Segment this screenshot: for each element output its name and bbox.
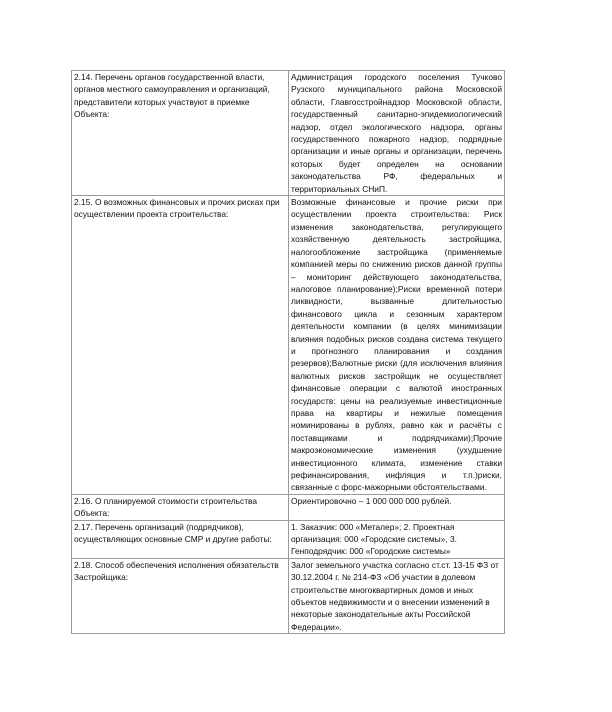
row-label: 2.18. Способ обеспечения исполнения обязательств Застройщика:: [72, 558, 289, 633]
row-label: 2.15. О возможных финансовых и прочих рисках при осуществлении проекта строительства:: [72, 196, 289, 495]
table-row: [72, 494, 505, 520]
row-value: 1. Заказчик: 000 «Металер»; 2. Проектная организация: 000 «Городские системы», 3. Генподрядчик: 000 «Городские системы»: [289, 520, 505, 558]
row-value: Администрация городского поселения Тучково Рузского муниципального района Московской области, Главгосстройнадзор Московской области, государственный санитарно-эпидемиологический надзор, отдел экологического надзора, органы государственного пожарного надзор, подрядные организации и иные органы и организации, перечень которых будет определен на основании законодательства РФ, федеральных и территориальных СНиП.: [289, 71, 505, 196]
row-value: Залог земельного участка согласно ст.ст. 13-15 ФЗ от 30.12.2004 г. № 214-ФЗ «Об участии в долевом строительстве многоквартирных домов и иных объектов недвижимости и о внесении изменений в некоторые законодательные акты Российской Федерации».: [289, 558, 505, 633]
table-row: [72, 71, 505, 196]
table-row: [72, 558, 505, 633]
row-value: Возможные финансовые и прочие риски при осуществлении проекта строительства: Риск изменения законодательства, регулирующего хозяйственную деятельность застройщика, налогообложение застройщика (применяемые компанией меры по снижению рисков данной группы – мониторинг действующего законодательства, налоговое планирование);Риски временной потери ликвидности, вызванные длительностью финансового цикла и сезонным характером деятельности компании (в целях минимизации влияния подобных рисков создана система текущего и прогнозного планирования и создания резервов);Валютные риски (для исключения влияния валютных рисков застройщик не осуществляет финансовые операции с валютой иностранных государств: цены на реализуемые инвестиционные права на квартиры и нежилые помещения номинированы в рублях, равно как и расчёты с поставщиками и подрядчиками);Прочие макроэкономические изменения (ухудшение инвестиционного климата, изменение ставки рефинансирования, инфляция и т.п.)риски, связанные с форс-мажорными обстоятельствами.: [289, 196, 505, 495]
row-label: 2.16. О планируемой стоимости строительства Объекта:: [72, 494, 289, 520]
row-value: Ориентировочно – 1 000 000 000 рублей.: [289, 494, 505, 520]
row-label: 2.14. Перечень органов государственной власти, органов местного самоуправления и организаций, представители которых участвуют в приемке Объекта:: [72, 71, 289, 196]
table-row: [72, 196, 505, 495]
document-table: [71, 70, 505, 634]
table-row: [72, 520, 505, 558]
row-label: 2.17. Перечень организаций (подрядчиков), осуществляющих основные СМР и другие работы:: [72, 520, 289, 558]
